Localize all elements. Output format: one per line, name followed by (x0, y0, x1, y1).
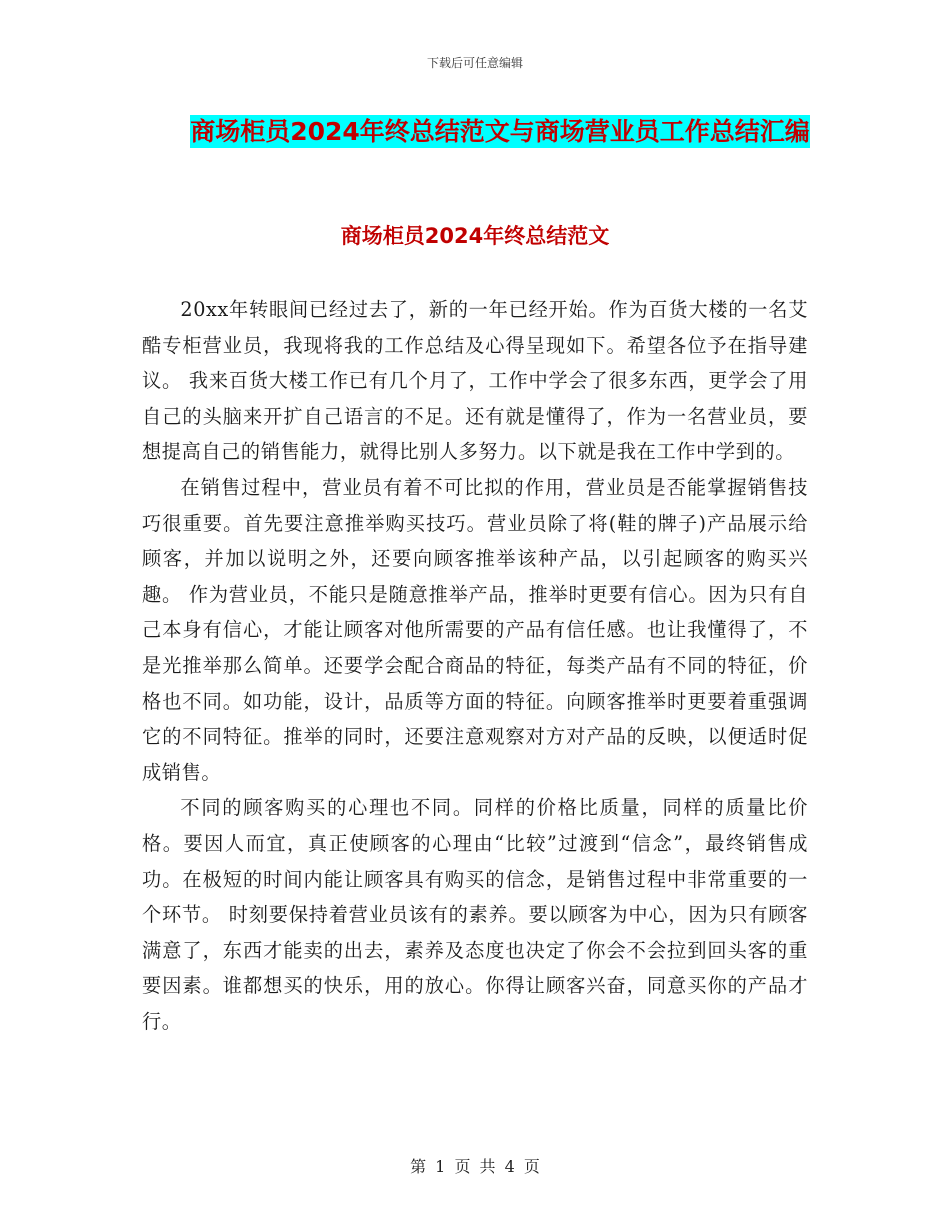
body-text (142, 292, 808, 1039)
page-number-footer: 第 1 页 共 4 页 (410, 1157, 540, 1176)
section-title: 商场柜员2024年终总结范文 (340, 224, 610, 248)
paragraph-1: 20xx年转眼间已经过去了，新的一年已经开始。作为百货大楼的一名艾酷专柜营业员，我现将我的工作总结及心得呈现如下。希望各位予在指导建议。 我来百货大楼工作已有几个月了，工作中学会了很多东西，更学会了用自己的头脑来开扩自己语言的不足。还有就是懂得了，作为一名营业员，要想提高自己的销售能力，就得比别人多努力。以下就是我在工作中学到的。 (142, 298, 808, 464)
header-note: 下载后可任意编辑 (426, 56, 523, 70)
document-title (186, 108, 814, 156)
paragraph-3: 不同的顾客购买的心理也不同。同样的价格比质量，同样的质量比价格。要因人而宜，真正使顾客的心理由“比较”过渡到“信念”，最终销售成功。在极短的时间内能让顾客具有购买的信念，是销售过程中非常重要的一个环节。 时刻要保持着营业员该有的素养。要以顾客为中心，因为只有顾客满意了，东西才能卖的出去，素养及态度也决定了你会不会拉到回头客的重要因素。谁都想买的快乐，用的放心。你得让顾客兴奋，同意买你的产品才行。 (142, 796, 808, 1033)
document-title-text: 商场柜员2024年终总结范文与商场营业员工作总结汇编 (190, 117, 810, 146)
paragraph-2: 在销售过程中，营业员有着不可比拟的作用，营业员是否能掌握销售技巧很重要。首先要注意推举购买技巧。营业员除了将(鞋的牌子)产品展示给顾客，并加以说明之外，还要向顾客推举该种产品，以引起顾客的购买兴趣。 作为营业员，不能只是随意推举产品，推举时更要有信心。因为只有自己本身有信心，才能让顾客对他所需要的产品有信任感。也让我懂得了，不是光推举那么简单。还要学会配合商品的特征，每类产品有不同的特征，价格也不同。如功能，设计，品质等方面的特征。向顾客推举时更要着重强调它的不同特征。推举的同时，还要注意观察对方对产品的反映，以便适时促成销售。 (142, 475, 808, 784)
